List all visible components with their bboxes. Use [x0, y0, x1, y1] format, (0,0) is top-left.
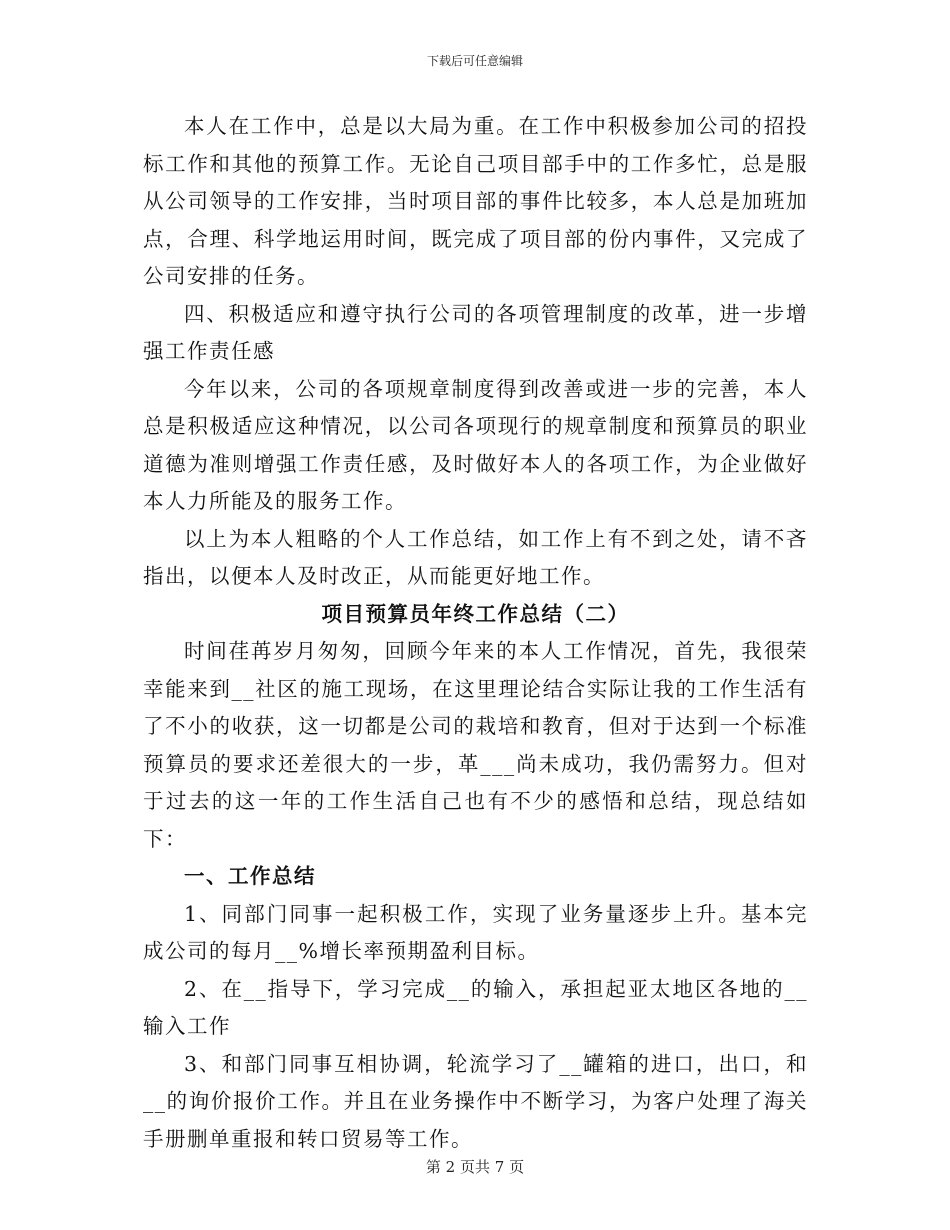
paragraph: 本人在工作中，总是以大局为重。在工作中积极参加公司的招投标工作和其他的预算工作。无论自己项目部手中的工作多忙，总是服从公司领导的工作安排，当时项目部的事件比较多，本人总是加班加点，合理、科学地运用时间，既完成了项目部的份内事件，又完成了公司安排的任务。 — [143, 114, 808, 288]
document-title: 项目预算员年终工作总结（二） — [321, 601, 630, 626]
list-item: 3、和部门同事互相协调，轮流学习了__罐箱的进口，出口，和__的询价报价工作。并且在业务操作中不断学习，为客户处理了海关手册删单重报和转口贸易等工作。 — [143, 1051, 808, 1151]
paragraph: 今年以来，公司的各项规章制度得到改善或进一步的完善，本人总是积极适应这种情况，以公司各项现行的规章制度和预算员的职业道德为准则增强工作责任感，及时做好本人的各项工作，为企业做好本人力所能及的服务工作。 — [143, 376, 808, 513]
page-footer: 第 2 页共 7 页 — [425, 1158, 525, 1176]
paragraph: 时间荏苒岁月匆匆，回顾今年来的本人工作情况，首先，我很荣幸能来到__社区的施工现场，在这里理论结合实际让我的工作生活有了不小的收获，这一切都是公司的栽培和教育，但对于达到一个标准预算员的要求还差很大的一步，革___尚未成功，我仍需努力。但对于过去的这一年的工作生活自己也有不少的感悟和总结，现总结如下： — [143, 639, 808, 851]
section-heading-1: 一、工作总结 — [184, 864, 316, 888]
page-header: 下载后可任意编辑 — [426, 54, 523, 68]
list-item: 1、同部门同事一起积极工作，实现了业务量逐步上升。基本完成公司的每月__%增长率预期盈利目标。 — [143, 901, 808, 963]
paragraph: 以上为本人粗略的个人工作总结，如工作上有不到之处，请不吝指出，以便本人及时改正，从而能更好地工作。 — [143, 526, 808, 588]
list-item: 2、在__指导下，学习完成__的输入，承担起亚太地区各地的__输入工作 — [143, 976, 808, 1038]
document-body — [143, 108, 808, 1158]
section-heading-4: 四、积极适应和遵守执行公司的各项管理制度的改革，进一步增强工作责任感 — [143, 301, 808, 363]
